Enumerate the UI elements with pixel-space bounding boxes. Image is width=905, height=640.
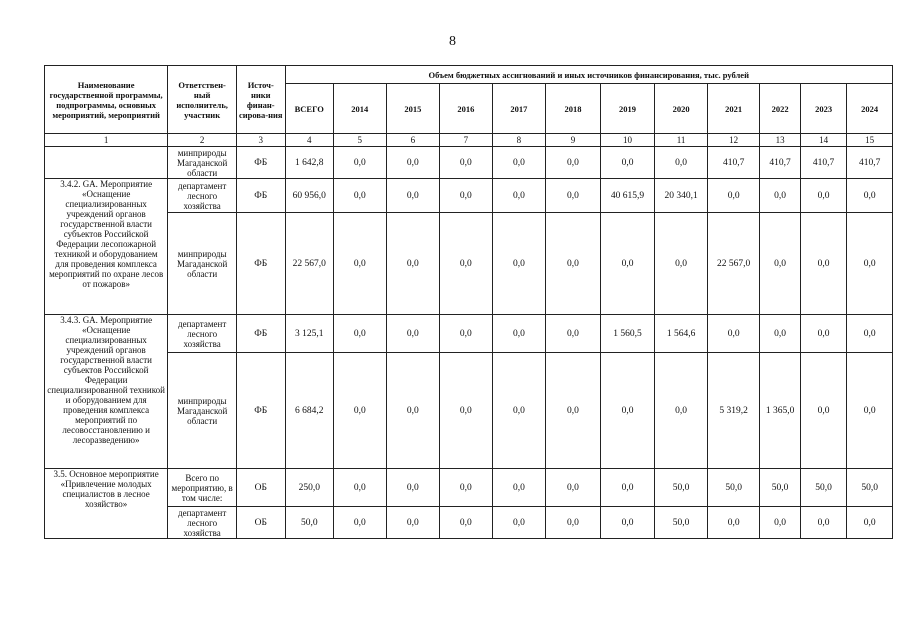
- row-value: 0,0: [440, 179, 493, 213]
- row-value: 0,0: [440, 507, 493, 539]
- row-value: 0,0: [847, 353, 893, 469]
- row-responsible: минприроды Магаданской области: [168, 213, 237, 315]
- row-name: 3.5. Основное мероприятие «Привлечение молодых специалистов в лесное хозяйство»: [45, 469, 168, 539]
- row-value: 0,0: [546, 353, 601, 469]
- row-value: 410,7: [707, 147, 760, 179]
- row-source: ФБ: [237, 147, 286, 179]
- row-value: 40 615,9: [600, 179, 655, 213]
- row-value: 1 560,5: [600, 315, 655, 353]
- row-responsible: минприроды Магаданской области: [168, 353, 237, 469]
- row-total: 250,0: [285, 469, 334, 507]
- row-responsible: минприроды Магаданской области: [168, 147, 237, 179]
- row-value: 0,0: [334, 353, 387, 469]
- row-value: 0,0: [546, 469, 601, 507]
- table-row: [45, 179, 893, 213]
- row-source: ФБ: [237, 179, 286, 213]
- row-source: ФБ: [237, 315, 286, 353]
- column-number: 2: [168, 134, 237, 147]
- row-total: 50,0: [285, 507, 334, 539]
- row-value: 0,0: [847, 213, 893, 315]
- header-year: 2014: [334, 84, 387, 134]
- row-value: 0,0: [600, 213, 655, 315]
- table-row: [45, 353, 893, 469]
- row-value: 0,0: [546, 507, 601, 539]
- column-number: 9: [546, 134, 601, 147]
- row-value: 0,0: [386, 179, 440, 213]
- row-value: 0,0: [546, 147, 601, 179]
- row-value: 0,0: [800, 315, 846, 353]
- row-value: 0,0: [800, 507, 846, 539]
- column-number: 4: [285, 134, 334, 147]
- row-value: 0,0: [334, 213, 387, 315]
- column-number: 1: [45, 134, 168, 147]
- row-value: 0,0: [546, 179, 601, 213]
- column-number: 12: [707, 134, 760, 147]
- row-source: ФБ: [237, 353, 286, 469]
- row-value: 0,0: [707, 315, 760, 353]
- row-value: 20 340,1: [655, 179, 708, 213]
- row-value: 0,0: [334, 179, 387, 213]
- row-value: 0,0: [600, 469, 655, 507]
- row-value: 5 319,2: [707, 353, 760, 469]
- row-value: 0,0: [847, 507, 893, 539]
- row-value: 0,0: [655, 147, 708, 179]
- column-number: 14: [800, 134, 846, 147]
- row-value: 0,0: [386, 469, 440, 507]
- row-value: 0,0: [760, 213, 800, 315]
- row-name-empty: [45, 147, 168, 179]
- header-year: 2023: [800, 84, 846, 134]
- row-value: 0,0: [760, 507, 800, 539]
- row-total: 3 125,1: [285, 315, 334, 353]
- header-year: 2021: [707, 84, 760, 134]
- header-responsible: Ответствен-ный исполнитель, участник: [168, 66, 237, 134]
- row-value: 0,0: [334, 507, 387, 539]
- header-year: 2018: [546, 84, 601, 134]
- row-value: 0,0: [800, 353, 846, 469]
- row-value: 0,0: [386, 315, 440, 353]
- column-number: 8: [492, 134, 546, 147]
- row-value: 0,0: [655, 353, 708, 469]
- column-number-row: [45, 134, 893, 147]
- row-value: 0,0: [707, 507, 760, 539]
- row-value: 0,0: [440, 315, 493, 353]
- row-name: 3.4.3. GA. Мероприятие «Оснащение специализированных учреждений органов государственной власти субъектов Российской Федерации специализированной техникой и оборудованием для проведения комплекса мероприятий по лесовосстановлению и лесоразведению»: [45, 315, 168, 469]
- table-row: [45, 469, 893, 507]
- row-total: 1 642,8: [285, 147, 334, 179]
- row-value: 50,0: [847, 469, 893, 507]
- row-total: 6 684,2: [285, 353, 334, 469]
- row-value: 0,0: [386, 353, 440, 469]
- row-value: 0,0: [800, 213, 846, 315]
- row-value: 0,0: [440, 147, 493, 179]
- row-responsible: департамент лесного хозяйства: [168, 315, 237, 353]
- header-year: 2017: [492, 84, 546, 134]
- row-value: 0,0: [386, 213, 440, 315]
- row-responsible: департамент лесного хозяйства: [168, 179, 237, 213]
- row-value: 0,0: [600, 147, 655, 179]
- header-group-title: Объем бюджетных ассигнований и иных источников финансирования, тыс. рублей: [285, 66, 893, 84]
- row-total: 60 956,0: [285, 179, 334, 213]
- row-value: 410,7: [847, 147, 893, 179]
- row-value: 0,0: [492, 179, 546, 213]
- row-value: 0,0: [492, 469, 546, 507]
- row-source: ФБ: [237, 213, 286, 315]
- row-value: 0,0: [492, 213, 546, 315]
- row-source: ОБ: [237, 507, 286, 539]
- row-value: 0,0: [492, 147, 546, 179]
- header-year: 2015: [386, 84, 440, 134]
- row-value: 0,0: [546, 315, 601, 353]
- table-row: [45, 147, 893, 179]
- column-number: 5: [334, 134, 387, 147]
- row-value: 410,7: [800, 147, 846, 179]
- row-value: 50,0: [707, 469, 760, 507]
- column-number: 3: [237, 134, 286, 147]
- row-value: 50,0: [800, 469, 846, 507]
- row-value: 0,0: [760, 179, 800, 213]
- financing-table: [44, 65, 893, 539]
- row-value: 0,0: [546, 213, 601, 315]
- column-number: 7: [440, 134, 493, 147]
- row-value: 0,0: [847, 179, 893, 213]
- row-value: 50,0: [760, 469, 800, 507]
- column-number: 10: [600, 134, 655, 147]
- row-value: 0,0: [600, 507, 655, 539]
- header-year: 2020: [655, 84, 708, 134]
- row-value: 0,0: [334, 469, 387, 507]
- row-value: 50,0: [655, 507, 708, 539]
- column-number: 11: [655, 134, 708, 147]
- row-value: 22 567,0: [707, 213, 760, 315]
- table-row: [45, 315, 893, 353]
- row-value: 410,7: [760, 147, 800, 179]
- row-value: 0,0: [440, 213, 493, 315]
- header-year: 2016: [440, 84, 493, 134]
- row-value: 0,0: [492, 507, 546, 539]
- row-value: 0,0: [334, 315, 387, 353]
- row-value: 0,0: [386, 147, 440, 179]
- header-name: Наименование государственной программы, подпрограммы, основных мероприятий, мероприятий: [45, 66, 168, 134]
- column-number: 13: [760, 134, 800, 147]
- row-responsible: департамент лесного хозяйства: [168, 507, 237, 539]
- row-value: 0,0: [440, 353, 493, 469]
- row-value: 0,0: [492, 353, 546, 469]
- row-value: 1 365,0: [760, 353, 800, 469]
- row-value: 0,0: [600, 353, 655, 469]
- header-year: 2022: [760, 84, 800, 134]
- row-value: 1 564,6: [655, 315, 708, 353]
- row-value: 0,0: [440, 469, 493, 507]
- row-value: 0,0: [800, 179, 846, 213]
- header-total: ВСЕГО: [285, 84, 334, 134]
- row-value: 0,0: [334, 147, 387, 179]
- row-value: 0,0: [847, 315, 893, 353]
- row-source: ОБ: [237, 469, 286, 507]
- row-total: 22 567,0: [285, 213, 334, 315]
- row-value: 0,0: [492, 315, 546, 353]
- row-name: 3.4.2. GA. Мероприятие «Оснащение специализированных учреждений органов государственной власти субъектов Российской Федерации лесопожарной техникой и оборудованием для проведения комплекса мероприятий по охране лесов от пожаров»: [45, 179, 168, 315]
- page-number: 8: [449, 34, 456, 49]
- row-value: 0,0: [655, 213, 708, 315]
- table-row: [45, 213, 893, 315]
- table-row: [45, 507, 893, 539]
- header-year: 2019: [600, 84, 655, 134]
- row-value: 0,0: [707, 179, 760, 213]
- column-number: 6: [386, 134, 440, 147]
- header-source: Источ-ники финан-сирова-ния: [237, 66, 286, 134]
- row-value: 50,0: [655, 469, 708, 507]
- row-responsible: Всего по мероприятию, в том числе:: [168, 469, 237, 507]
- row-value: 0,0: [386, 507, 440, 539]
- column-number: 15: [847, 134, 893, 147]
- header-year: 2024: [847, 84, 893, 134]
- row-value: 0,0: [760, 315, 800, 353]
